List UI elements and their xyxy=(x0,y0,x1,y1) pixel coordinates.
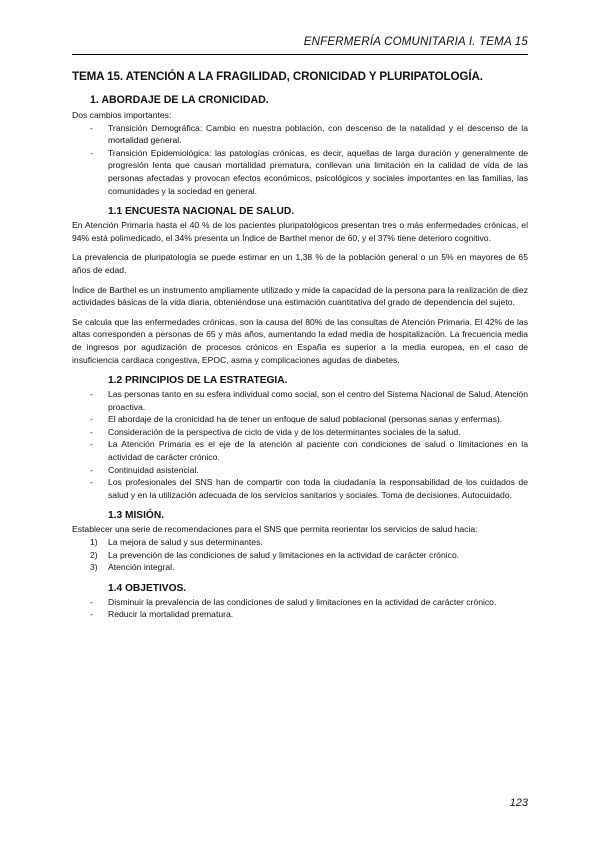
list-item: - Los profesionales del SNS han de compartir con toda la ciudadanía la responsabilidad de los cuidados de salud y en la utilización adecuada de los servicios sanitarios y sociales. Toma de decisiones. Autocuidado. xyxy=(72,476,528,501)
list-item-text: La mejora de salud y sus determinantes. xyxy=(108,537,263,548)
list-item xyxy=(72,549,528,562)
paragraph: Índice de Barthel es un instrumento ampliamente utilizado y mide la capacidad de la persona para la realización de diez actividades básicas de la vida diaria, obteniéndose una estimación cuantitativa del grado de dependencia del sujeto. xyxy=(72,284,528,308)
section-intro: Dos cambios importantes: xyxy=(72,110,172,120)
section-heading-mision: 1.3 MISIÓN. xyxy=(108,510,165,522)
section-heading-encuesta: 1.1 ENCUESTA NACIONAL DE SALUD. xyxy=(108,206,295,218)
section-heading-objetivos: 1.4 OBJETIVOS. xyxy=(108,582,187,594)
list-item-text: Atención integral. xyxy=(108,562,175,573)
document-title: TEMA 15. ATENCIÓN A LA FRAGILIDAD, CRONICIDAD Y PLURIPATOLOGÍA. xyxy=(72,70,483,83)
paragraph: Se calcula que las enfermedades crónicas, son la causa del 80% de las consultas de Atención Primaria. El 42% de las altas corresponden a personas de 65 y más años, aumentando la edad media de hospitalización. La frecuencia media de ingresos por agudización de procesos crónicos en España es superior a la media europea, en el caso de insuficiencia cardiaca congestiva, EPOC, asma y complicaciones agudas de diabetes. xyxy=(72,316,528,365)
list-item: - Transición Epidemiológica: las patologías crónicas, es decir, aquellas de larga duración y generalmente de progresión lenta que causan mortalidad prematura, conllevan una limitación en la calidad de vida de las personas afectadas y provocan efectos económicos, psicológicos y sociales importantes en las familias, las comunidades y la sociedad en general. xyxy=(72,147,528,197)
list-item: - La Atención Primaria es el eje de la atención al paciente con condiciones de salud o limitaciones en la actividad de carácter crónico. xyxy=(72,438,528,463)
header-rule xyxy=(72,54,528,55)
page-number: 123 xyxy=(509,797,528,809)
list-item: - Disminuir la prevalencia de las condiciones de salud y limitaciones en la actividad de carácter crónico. xyxy=(72,596,528,609)
list-number: 3) xyxy=(90,562,98,573)
list-item: - Las personas tanto en su esfera individual como social, son el centro del Sistema Nacional de Salud. Atención proactiva. xyxy=(72,388,528,413)
principles-list xyxy=(72,388,528,501)
list-item: - Reducir la mortalidad prematura. xyxy=(72,608,528,621)
list-item-text: La prevención de las condiciones de salud y limitaciones en la actividad de carácter crónico. xyxy=(108,549,460,560)
running-header: ENFERMERÍA COMUNITARIA I. TEMA 15 xyxy=(303,36,528,48)
changes-list xyxy=(72,122,528,198)
list-item xyxy=(72,536,528,549)
section-heading-abordaje: 1. ABORDAJE DE LA CRONICIDAD. xyxy=(90,94,269,106)
list-item: - Continuidad asistencial. xyxy=(72,464,528,477)
list-item: - Consideración de la perspectiva de ciclo de vida y de los determinantes sociales de la salud. xyxy=(72,426,528,439)
objectives-list xyxy=(72,596,528,621)
list-number: 2) xyxy=(90,549,98,560)
section-heading-principios: 1.2 PRINCIPIOS DE LA ESTRATEGIA. xyxy=(108,375,288,387)
mission-list xyxy=(72,536,528,574)
list-item: - Transición Demográfica: Cambio en nuestra población, con descenso de la natalidad y el descenso de la mortalidad general. xyxy=(72,122,528,147)
page-content xyxy=(72,70,528,621)
section-intro: Establecer una serie de recomendaciones para el SNS que permita reorientar los servicios de salud hacia: xyxy=(72,524,478,535)
paragraph: En Atención Primaria hasta el 40 % de los pacientes pluripatológicos presentan tres o más enfermedades crónicas, el 94% está polimedicado, el 34% presenta un Índice de Barthel menor de 60, y el 37% tiene deterioro cognitivo. xyxy=(72,220,528,243)
paragraph: La prevalencia de pluripatología se puede estimar en un 1,38 % de la población general o un 5% en mayores de 65 años de edad. xyxy=(72,252,528,275)
list-item xyxy=(72,561,528,574)
list-number: 1) xyxy=(90,537,98,548)
list-item: - El abordaje de la cronicidad ha de tener un enfoque de salud poblacional (personas sanas y enfermas). xyxy=(72,413,528,426)
